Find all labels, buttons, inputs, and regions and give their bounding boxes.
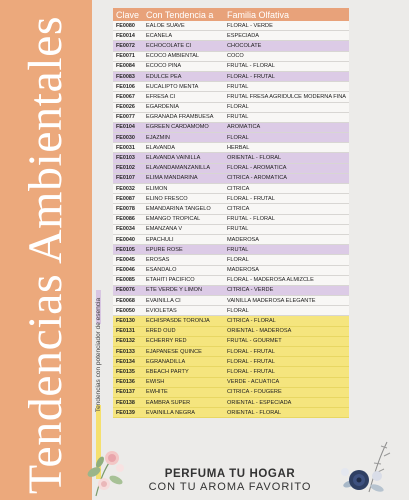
cell-tendencia: EMANGO TROPICAL [146,216,201,223]
table-row [113,204,349,214]
sidebar-band [0,0,92,500]
cell-tendencia: EBEACH PARTY [146,368,189,375]
table-row [113,123,349,133]
cell-tendencia: ETAHITI PACIFICO [146,277,195,284]
cell-clave: FE0030 [116,134,135,141]
table-row [113,82,349,92]
table-row [113,153,349,163]
table-row [113,296,349,306]
cell-familia: FRUTAL - FLORAL [227,63,275,70]
slogan-line-2: CON TU AROMA FAVORITO [148,481,312,493]
cell-familia: HERBAL [227,144,250,151]
cell-familia: MADEROSA [227,267,260,274]
table-row [113,31,349,41]
cell-clave: FE0105 [116,246,135,253]
table-row [113,286,349,296]
cell-clave: FE0134 [116,358,135,365]
cell-clave: FE0137 [116,389,135,396]
cell-familia: FRUTAL [227,226,249,233]
cell-tendencia: ECANELA [146,32,173,39]
cell-clave: FE0103 [116,155,135,162]
cell-tendencia: ECHERRY RED [146,338,187,345]
slogan-line-1: PERFUMA TU HOGAR [164,468,296,480]
table-row [113,378,349,388]
cell-familia: AROMÁTICA [227,124,261,131]
cell-tendencia: ELINO FRESCO [146,195,188,202]
footer-slogan [110,468,350,494]
cell-tendencia: EJAZMIN [146,134,170,141]
cell-familia: FRUTAL [227,83,249,90]
table-row [113,398,349,408]
cell-tendencia: EGARDENIA [146,104,179,111]
table-row [113,113,349,123]
table-row [113,143,349,153]
cell-tendencia: ELAVANDAMANZANILLA [146,165,211,172]
cell-familia: FLORAL - FRUTAL [227,195,275,202]
cell-clave: FE0080 [116,22,135,29]
table-row [113,327,349,337]
cell-clave: FE0084 [116,63,135,70]
cell-clave: FE0135 [116,368,135,375]
cell-tendencia: EMANZANA V [146,226,183,233]
fragrance-table [113,8,349,418]
cell-tendencia: EWISH [146,379,165,386]
cell-familia: ORIENTAL - MADEROSA [227,328,292,335]
cell-clave: FE0068 [116,297,135,304]
table-row [113,21,349,31]
cell-familia: FRUTAL [227,114,249,121]
cell-familia: VAINILLA MADEROSA ELEGANTE [227,297,316,304]
cell-familia: FLORAL [227,256,249,263]
cell-clave: FE0071 [116,53,135,60]
table-row [113,255,349,265]
cell-tendencia: EGREEN CARDAMOMO [146,124,209,131]
table-row [113,388,349,398]
header-tendencia: Con Tendencia a [146,9,214,20]
cell-clave: FE0077 [116,114,135,121]
cell-tendencia: ERED OUD [146,328,176,335]
cell-clave: FE0102 [116,165,135,172]
table-row [113,347,349,357]
table-row [113,92,349,102]
cell-familia: FLORAL [227,134,249,141]
cell-tendencia: EWHITE [146,389,168,396]
cell-tendencia: EALOE SUAVE [146,22,185,29]
cell-clave: FE0131 [116,328,135,335]
cell-clave: FE0031 [116,144,135,151]
cell-tendencia: ECOCO AMBIENTAL [146,53,200,60]
cell-clave: FE0076 [116,287,135,294]
table-row [113,41,349,51]
cell-clave: FE0139 [116,409,135,416]
cell-tendencia: EPACHULI [146,236,174,243]
cell-tendencia: ELIMON [146,185,168,192]
cell-tendencia: ELAVANDA VAINILLA [146,155,201,162]
cell-familia: FLORAL - AROMÁTICA [227,165,287,172]
table-row [113,103,349,113]
cell-clave: FE0067 [116,93,135,100]
cell-clave: FE0040 [116,236,135,243]
cell-familia: FLORAL - MADEROSA ALMIZCLE [227,277,314,284]
cell-familia: FLORAL - FRUTAL [227,358,275,365]
cell-familia: CÍTRICA [227,185,250,192]
table-row [113,266,349,276]
cell-familia: COCO [227,53,244,60]
cell-tendencia: ECOCO PIÑA [146,63,182,70]
table-row [113,215,349,225]
cell-clave: FE0136 [116,379,135,386]
cell-familia: CÍTRICA - FLORAL [227,318,276,325]
cell-familia: ORIENTAL - FLORAL [227,155,282,162]
cell-tendencia: ETE VERDE Y LIMON [146,287,203,294]
cell-clave: FE0087 [116,195,135,202]
cell-familia: FRUTAL - FLORAL [227,216,275,223]
cell-clave: FE0072 [116,42,135,49]
cell-clave: FE0132 [116,338,135,345]
table-row [113,133,349,143]
cell-clave: FE0133 [116,348,135,355]
cell-clave: FE0106 [116,83,135,90]
cell-familia: VERDE - ACUÁTICA [227,379,280,386]
cell-familia: CÍTRICA - VERDE [227,287,274,294]
cell-tendencia: EMANDARINA TANGELO [146,205,211,212]
cell-tendencia: EPURE ROSE [146,246,183,253]
cell-clave: FE0107 [116,175,135,182]
cell-tendencia: ELIMA MANDARINA [146,175,198,182]
cell-clave: FE0085 [116,277,135,284]
cell-clave: FE0086 [116,216,135,223]
cell-tendencia: EFRESA CI [146,93,176,100]
cell-tendencia: ELAVANDA [146,144,176,151]
cell-tendencia: EGRANADA FRAMBUESA [146,114,214,121]
cell-familia: FRUTAL FRESA AGRIDULCE MODERNA FINA [227,93,347,100]
table-row [113,194,349,204]
cell-tendencia: EUCALIPTO MENTA [146,83,199,90]
header-clave: Clave [116,9,140,20]
cell-tendencia: EJAPANESE QUINCE [146,348,202,355]
cell-familia: FLORAL - FRUTAL [227,368,275,375]
cell-familia: FLORAL - FRUTAL [227,73,275,80]
cell-tendencia: EVAINILLA NEGRA [146,409,196,416]
cell-familia: FLORAL - VERDE [227,22,273,29]
cell-tendencia: ECHOCOLATE CI [146,42,192,49]
cell-clave: FE0083 [116,73,135,80]
table-row [113,245,349,255]
cell-tendencia: ECHISPASDE TORONJA [146,318,210,325]
cell-tendencia: EGRANADILLA [146,358,186,365]
cell-familia: MADEROSA [227,236,260,243]
cell-clave: FE0050 [116,307,135,314]
cell-familia: FRUTAL [227,246,249,253]
side-note: Tendencias con potenciador de esencia [94,297,102,413]
table-body [113,21,349,418]
cell-familia: FLORAL [227,307,249,314]
table-row [113,184,349,194]
table-row [113,62,349,72]
cell-familia: ORIENTAL - FLORAL [227,409,282,416]
table-header [113,8,349,21]
cell-tendencia: EAMBRA SUPER [146,399,191,406]
cell-familia: CÍTRICA [227,205,250,212]
cell-familia: CHOCOLATE [227,42,262,49]
table-row [113,306,349,316]
cell-tendencia: EVAINILLA CI [146,297,181,304]
cell-tendencia: EVIOLETAS [146,307,177,314]
table-row [113,408,349,418]
cell-clave: FE0104 [116,124,135,131]
table-row [113,72,349,82]
table-row [113,52,349,62]
cell-clave: FE0034 [116,226,135,233]
table-row [113,367,349,377]
table-row [113,225,349,235]
cell-clave: FE0014 [116,32,135,39]
table-row [113,235,349,245]
cell-familia: CÍTRICA - AROMÁTICA [227,175,287,182]
cell-familia: FLORAL [227,104,249,111]
cell-clave: FE0045 [116,256,135,263]
table-row [113,337,349,347]
cell-familia: CÍTRICA - FOUGÈRE [227,389,282,396]
header-familia: Familia Olfativa [227,9,290,20]
cell-tendencia: EDULCE PEA [146,73,182,80]
table-row [113,174,349,184]
cell-clave: FE0078 [116,205,135,212]
table-row [113,276,349,286]
table-row [113,164,349,174]
table-row [113,316,349,326]
cell-tendencia: ESANDALO [146,267,177,274]
cell-familia: ORIENTAL - ESPECIADA [227,399,292,406]
cell-clave: FE0026 [116,104,135,111]
table-row [113,357,349,367]
vertical-title: Tendencias Ambientales [19,15,72,495]
cell-clave: FE0046 [116,267,135,274]
cell-familia: FRUTAL - GOURMET [227,338,282,345]
cell-familia: FLORAL - FRUTAL [227,348,275,355]
cell-clave: FE0130 [116,318,135,325]
cell-clave: FE0138 [116,399,135,406]
cell-tendencia: EROSAS [146,256,170,263]
cell-familia: ESPECIADA [227,32,260,39]
cell-clave: FE0032 [116,185,135,192]
